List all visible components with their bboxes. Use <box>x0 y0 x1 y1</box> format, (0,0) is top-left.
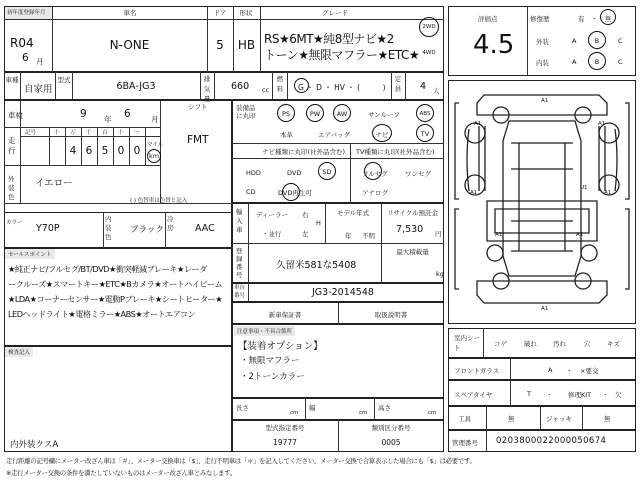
equip-navi: ナビ <box>375 131 389 139</box>
equip-sunroof: サンルーフ <box>368 111 400 119</box>
reg-month: 6 <box>22 52 29 64</box>
owners-manual: 取扱説明書 <box>374 311 408 319</box>
import-dealer: ディーラー <box>256 211 288 219</box>
vehicle-type-label: 車種 <box>5 76 19 84</box>
damage-label: A1 <box>604 190 612 196</box>
color-note: ( ) 色替車は色替と記入 <box>130 198 188 204</box>
notes-line2: ・無限マフラー <box>240 356 300 366</box>
drive-4wd: 4WD <box>422 50 436 56</box>
car-name: N-ONE <box>109 38 150 52</box>
color-code: Y70P <box>36 223 60 234</box>
inspection-month: 6 <box>124 108 131 120</box>
repair-label: 修復歴 <box>530 15 550 23</box>
glass-option: ×要交 <box>580 367 599 375</box>
ac-label: 冷房 <box>167 215 174 232</box>
width-unit: cm <box>359 410 368 416</box>
nav-cd: CD <box>246 188 256 196</box>
nav-dvd: DVD <box>287 169 302 177</box>
spare-option: ・ <box>546 391 553 399</box>
equip-ps: PS <box>281 110 291 118</box>
inspection-year-unit: 年 <box>104 115 112 124</box>
footer-line2: ※走行メーター交換の条件を満たしていないものはメーター改ざん車とみなします。 <box>6 469 236 477</box>
nav-type-title: ナビ種類に丸印(社外品含む) <box>262 148 346 156</box>
footer-line1: 走行距離の記号欄にメーター改ざん車は「＃」、メーター交換車は「$」、走行不明車は「＊」を記入してください。メーター交換で合算表示した場合にも「$」は必要です。 <box>6 457 476 465</box>
spare-option: ・ <box>602 391 609 399</box>
type-number-value: 19777 <box>273 438 297 447</box>
digit-header-ichi: 一 <box>134 130 140 136</box>
reg-era: R04 <box>10 36 34 50</box>
import-right: 右 <box>302 211 309 219</box>
tools-label: 工具 <box>458 415 471 423</box>
interior-label: 内装 <box>536 59 549 67</box>
interior-option-b: B <box>594 58 600 66</box>
recycle-unit: 円 <box>435 230 442 238</box>
inspection-label: 車検 <box>8 111 23 120</box>
nav-sd: SD <box>322 168 332 176</box>
import-handle: H <box>316 219 321 227</box>
displacement-unit: cc <box>262 86 270 94</box>
fuel-label: 燃料 <box>276 75 284 93</box>
recycle-value: 7,530 <box>396 224 424 235</box>
shape-label: 形状 <box>239 9 253 17</box>
color-value: イエロー <box>35 178 73 189</box>
model-year-value: 不明 <box>362 232 375 240</box>
exterior-option-a: A <box>572 37 577 45</box>
score-value: 4.5 <box>473 30 515 60</box>
registration-value: 久留米581な5408 <box>276 260 357 271</box>
fuel-selected-circle <box>294 78 309 93</box>
nav-hdd: HDD <box>246 169 261 177</box>
displacement-label: 排気量 <box>203 75 211 103</box>
sheet-item: 穴 <box>584 340 591 348</box>
sheet-item: コゲ <box>494 340 507 348</box>
capacity-unit: 人 <box>433 87 440 95</box>
tv-fullseg: フルセグ <box>362 170 388 178</box>
spare-option: 欠 <box>615 391 622 399</box>
mileage-unit-mile: マイル <box>147 142 164 148</box>
mileage-digit: 0 <box>133 145 141 157</box>
interior-option-a: A <box>572 58 577 66</box>
shift-value: FMT <box>187 134 209 146</box>
exterior-option-b: B <box>594 37 600 45</box>
car-name-label: 車名 <box>123 9 137 17</box>
chassis-value: JG3-2014548 <box>312 287 374 298</box>
new-car-warranty: 新車保証書 <box>268 311 302 319</box>
equip-pw: PW <box>309 110 321 118</box>
tv-analog: アナログ <box>362 189 388 197</box>
import-label: 輸入車 <box>236 208 243 234</box>
displacement-value: 660 <box>231 81 250 92</box>
height-unit: cm <box>428 410 437 416</box>
max-load-unit: kg <box>436 270 444 278</box>
shift-label: シフト <box>188 103 208 111</box>
interior-option-c: C <box>618 58 623 66</box>
length-label: 長さ <box>236 404 249 412</box>
inspection-month-unit: 月 <box>151 115 159 124</box>
doors-value: 5 <box>216 38 224 52</box>
equip-aw: AW <box>336 110 348 118</box>
notes-label: 注意事項・不具合箇所 <box>234 326 295 336</box>
width-label: 幅 <box>309 404 316 412</box>
capacity-label: 定員 <box>394 75 402 93</box>
digit-header-mark: 記号 <box>25 130 37 136</box>
notes-line1: 【装着オプション】 <box>238 341 323 352</box>
sales-point-line2: ークルーズ★スマートキー★ETC★Bカメラ★オートハイビーム <box>8 279 223 289</box>
damage-label: A1 <box>470 190 478 196</box>
mileage-digit: 0 <box>117 145 125 157</box>
spare-option: 修理KIT <box>568 391 592 399</box>
max-load-label: 最大積載量 <box>396 248 429 256</box>
registration-label: 登録番号 <box>236 247 243 279</box>
sheet-item: キズ <box>607 340 620 348</box>
damage-label: A1 <box>495 232 503 238</box>
damage-label: A1 <box>598 121 606 127</box>
import-left: 左 <box>302 230 309 238</box>
repair-sep: ・ <box>591 15 598 23</box>
spare-tire-label: スペアタイヤ <box>454 391 493 399</box>
model-year-label: モデル年式 <box>336 209 370 217</box>
capacity-value: 4 <box>420 81 427 92</box>
car-outline-diagram <box>449 81 635 323</box>
tv-type-title: TV種類に丸印(社外品含む) <box>356 148 435 156</box>
grade-line2: トーン★無限マフラー★ETC★ <box>264 48 420 62</box>
class-number-value: 0005 <box>381 438 401 447</box>
chassis-label: 車台番号 <box>234 285 246 299</box>
mileage-digit: 6 <box>85 145 93 157</box>
equip-tv: TV <box>420 130 430 138</box>
glass-option: A <box>548 366 553 374</box>
nav-dvd-play: DVD再生可 <box>278 189 312 197</box>
model-value: 6BA-JG3 <box>116 81 156 92</box>
digit-header-man: 万 <box>70 130 76 136</box>
fuel-options: G ・ D ・ HV ・ ( ) <box>298 83 386 92</box>
drive-2wd: 2WD <box>422 24 436 30</box>
damage-label: A1 <box>541 98 549 104</box>
sales-point-line4: LEDヘッドライト★電格ミラー★ABS★オートエアコン <box>8 309 196 319</box>
jack-value: 無 <box>604 415 611 423</box>
ac-value: AAC <box>195 223 215 234</box>
import-parallel: ・並行 <box>262 230 282 238</box>
equip-airbag: エアバッグ <box>318 131 350 139</box>
door-label: ドア <box>213 9 227 17</box>
color-code-label: カラー <box>6 220 23 226</box>
sales-point-line3: ★LDA★コーナーセンサー★電動Pブレーキ★シートヒーター★ <box>8 294 223 304</box>
vehicle-use: 自家用 <box>24 84 53 95</box>
height-label: 高さ <box>378 404 391 412</box>
spare-option: T <box>527 390 531 398</box>
grade-line1: RS★6MT★純8型ナビ★2 <box>264 32 394 46</box>
damage-label: A1 <box>541 306 549 312</box>
digit-header-juu: 十 <box>118 130 124 136</box>
length-unit: cm <box>290 410 299 416</box>
management-label: 管理番号 <box>452 439 478 447</box>
front-glass-label: フロントガラス <box>454 367 500 375</box>
recycle-label: リサイクル預託金 <box>386 209 439 217</box>
damage-label: A1 <box>576 232 584 238</box>
inspector-box <box>4 346 232 452</box>
damage-label: U1 <box>580 185 588 191</box>
mileage-unit-km: km <box>149 152 160 160</box>
equip-abs: ABS <box>419 111 431 117</box>
reg-month-unit: 月 <box>36 57 44 66</box>
equip-leather: 本革 <box>280 131 293 139</box>
mileage-digit: 5 <box>101 145 109 157</box>
equipment-label: 装備品に丸印 <box>236 104 256 120</box>
repair-option-no: 無 <box>604 15 612 23</box>
sheet-item: 汚れ <box>553 340 566 348</box>
first-reg-label: 初年度登録年月 <box>5 7 53 19</box>
shape-value: HB <box>237 38 256 52</box>
sales-point-label: セールスポイント <box>5 249 55 259</box>
jack-label: ジャッキ <box>546 415 572 423</box>
type-number-label: 型式指定番号 <box>265 424 305 432</box>
inspector-note: 内外装クスA <box>10 440 59 450</box>
notes-line3: ・2トーンカラー <box>240 372 305 382</box>
model-label: 型式 <box>57 76 71 84</box>
glass-option: ・ <box>566 367 573 375</box>
score-label: 評価点 <box>478 15 498 23</box>
damage-label: A1 <box>474 121 482 127</box>
model-year-unit: 年 <box>345 232 352 240</box>
dimensions-row <box>232 398 444 420</box>
management-value: 020380002200005067​4 <box>496 436 607 446</box>
class-number-label: 類別区分番号 <box>371 424 411 432</box>
repair-option-yes: 有 <box>578 15 585 23</box>
interior-sheet-label: 室内シート <box>454 334 480 352</box>
exterior-option-c: C <box>618 37 623 45</box>
digit-header-sen: 千 <box>86 130 92 136</box>
exterior-label: 外装 <box>536 38 549 46</box>
sales-point-line1: ★純正ナビ/フルセグ/BT/DVD★衝突軽減ブレーキ★レーダ <box>8 264 207 274</box>
sheet-item: 破れ <box>524 340 537 348</box>
mileage-digit: 4 <box>69 145 77 157</box>
tools-value: 無 <box>508 415 515 423</box>
grade-label: グレード <box>322 9 348 17</box>
tv-oneseg: ワンセグ <box>405 170 431 178</box>
digit-header-10k: 十 <box>54 130 60 136</box>
inspector-label: 検査記入 <box>5 347 33 357</box>
digit-header-hyaku: 百 <box>102 130 108 136</box>
interior-color-label: 内装色 <box>105 215 112 241</box>
color-label: 外装色 <box>8 175 15 201</box>
mileage-label: 走行 <box>8 136 16 155</box>
interior-color: ブラック <box>130 225 164 235</box>
inspection-year: 9 <box>80 108 87 120</box>
